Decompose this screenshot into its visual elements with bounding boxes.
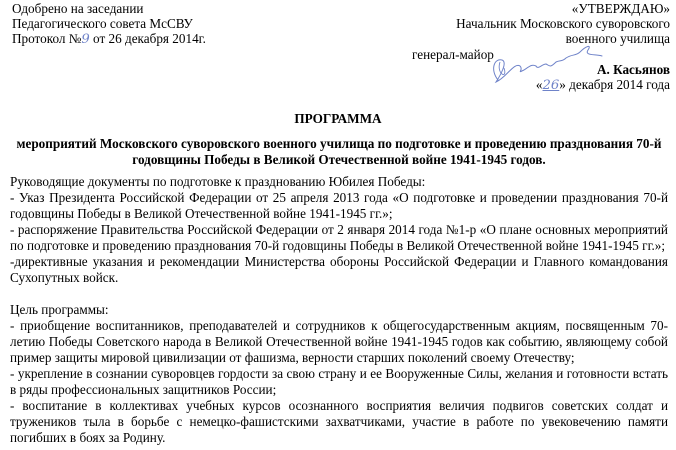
document-body xyxy=(10,174,668,446)
date-day-handwritten: 26 xyxy=(542,78,560,94)
approval-line-2: Педагогического совета МсСВУ xyxy=(12,16,193,32)
protocol-prefix: Протокол № xyxy=(12,31,82,47)
date-rest: » декабря 2014 года xyxy=(559,77,670,93)
paragraph-gap xyxy=(10,286,668,302)
documents-heading: Руководящие документы по подготовке к празднованию Юбилея Победы: xyxy=(10,174,426,189)
approve-label: «УТВЕРЖДАЮ» xyxy=(571,1,670,16)
signatory-name: А. Касьянов xyxy=(596,61,670,77)
document-item: - распоряжение Правительства Российской Федерации от 2 января 2014 года №1-р «О плане основных мероприятий по подготовке и проведению празднования 70-й годовщины Победы в Великой Отечественной войне 1941-1945 гг.»; xyxy=(10,222,668,253)
protocol-number-handwritten: 9 xyxy=(81,32,90,48)
goals-heading: Цель программы: xyxy=(10,302,109,317)
position-line-2: военного училища xyxy=(565,31,670,47)
document-item: - Указ Президента Российской Федерации от 25 апреля 2013 года «О подготовке и проведении празднования 70-й годовщины Победы в Великой Отечественной войне 1941-1945 гг.»; xyxy=(10,190,668,221)
protocol-date: от 26 декабря 2014г. xyxy=(93,31,206,47)
position-line-1: Начальник Московского суворовского xyxy=(456,16,670,32)
protocol-line xyxy=(12,31,206,47)
handwritten-signature xyxy=(480,40,610,85)
approval-line-1: Одобрено на заседании xyxy=(12,1,144,16)
goal-item: - воспитание в коллективах учебных курсов осознанного восприятия величия подвигов советских солдат и тружеников тыла в борьбе с немецко-фашистскими захватчиками, участие в работе по увековечению памяти погибших в боях за Родину. xyxy=(10,398,668,445)
rank-label: генерал-майор xyxy=(412,46,494,62)
document-item: -директивные указания и рекомендации Министерства обороны Российской Федерации и Главного командования Сухопутных войск. xyxy=(10,254,668,285)
subtitle-line-2: годовщины Победы в Великой Отечественной войне 1941-1945 годов. xyxy=(132,152,546,167)
signature-stroke xyxy=(494,46,602,82)
subtitle-line-1: мероприятий Московского суворовского военного училища по подготовке и проведению празднования 70-й xyxy=(16,136,662,151)
approval-block-left xyxy=(12,1,206,48)
date-open-quote: « xyxy=(535,77,543,93)
goal-item: - укрепление в сознании суворовцев гордости за свою страну и ее Вооруженные Силы, желания и готовности встать в ряды профессиональных защитников России; xyxy=(10,366,668,397)
document-subtitle xyxy=(14,136,664,168)
goal-item: - приобщение воспитанников, преподавателей и сотрудников к общегосударственным акциям, посвященным 70-летию Победы Советского народа в Великой Отечественной войне 1941-1945 годов как событию, являющему собой пример защиты мировой цивилизации от фашизма, верности старших поколений своему Отечеству; xyxy=(10,318,668,365)
document-title: ПРОГРАММА xyxy=(294,111,382,126)
